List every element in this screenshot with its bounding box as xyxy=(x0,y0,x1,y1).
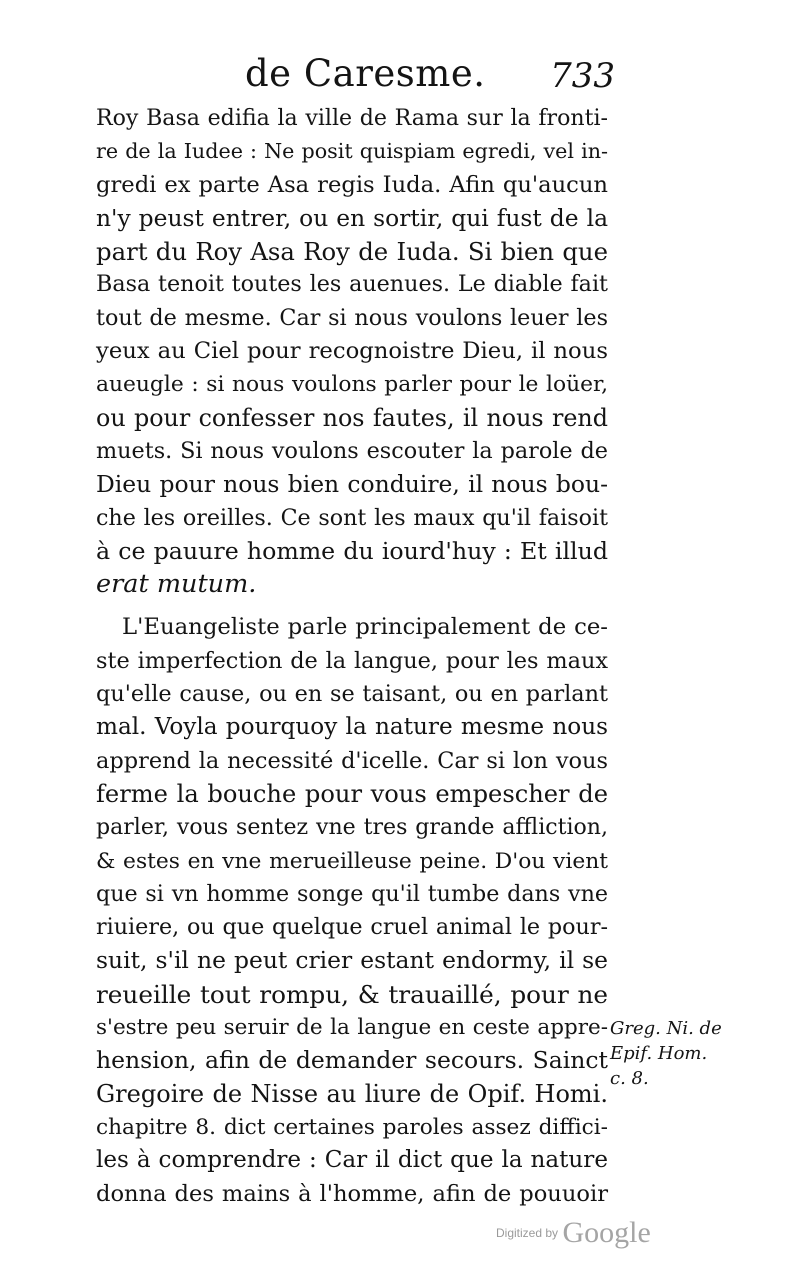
text-line: les à comprendre : Car il dict que la nature xyxy=(96,1147,608,1174)
text-line: & estes en vne merueilleuse peine. D'ou vient xyxy=(96,848,608,874)
text-line: tout de mesme. Car si nous voulons leuer les xyxy=(96,304,608,331)
paragraph-gap xyxy=(96,601,608,611)
text-line: hension, afin de demander secours. Sainct xyxy=(96,1046,608,1075)
margin-note-line: Greg. Ni. de xyxy=(610,1018,722,1039)
text-line: che les oreilles. Ce sont les maux qu'il faisoit xyxy=(96,504,608,531)
google-logo: Google xyxy=(562,1216,651,1249)
text-line: apprend la necessité d'icelle. Car si lon vous xyxy=(96,747,608,774)
text-line: ou pour confesser nos fautes, il nous rend xyxy=(96,403,608,432)
text-line: part du Roy Asa Roy de Iuda. Si bien que xyxy=(96,237,608,267)
page-number: 733 xyxy=(550,56,615,96)
text-line: aueugle : si nous voulons parler pour le loüer, xyxy=(96,372,608,398)
text-line: muets. Si nous voulons escouter la parole de xyxy=(96,437,608,464)
text-line: Basa tenoit toutes les auenues. Le diable fait xyxy=(96,271,608,298)
text-line: riuiere, ou que quelque cruel animal le pour- xyxy=(96,914,608,941)
running-title: de Caresme. xyxy=(245,52,486,95)
text-line: gredi ex parte Asa regis Iuda. Afin qu'aucun xyxy=(96,171,608,198)
text-line: re de la Iudee : Ne posit quispiam egredi, vel in- xyxy=(96,139,608,164)
text-line: s'estre peu seruir de la langue en ceste appre- xyxy=(96,1015,608,1041)
text-line: n'y peust entrer, ou en sortir, qui fust de la xyxy=(96,203,608,232)
margin-note-line: Epif. Hom. xyxy=(610,1043,708,1064)
text-line: L'Euangeliste parle principalement de ce- xyxy=(122,614,608,641)
margin-note-line: c. 8. xyxy=(610,1068,649,1089)
text-line: ste imperfection de la langue, pour les maux xyxy=(96,647,608,674)
text-line: chapitre 8. dict certaines paroles assez diffici- xyxy=(96,1114,608,1140)
text-line: mal. Voyla pourquoy la nature mesme nous xyxy=(96,714,608,741)
margin-note xyxy=(610,1016,760,1091)
text-line: reueille tout rompu, & trauaillé, pour ne xyxy=(96,979,608,1009)
page-header xyxy=(95,52,615,102)
text-line: Dieu pour nous bien conduire, il nous bou- xyxy=(96,470,608,499)
text-line: donna des mains à l'homme, afin de pouuoir xyxy=(96,1180,608,1207)
digitization-watermark xyxy=(496,1216,651,1250)
text-line: à ce pauure homme du iourd'huy : Et illud xyxy=(96,536,608,565)
text-line: Roy Basa edifia la ville de Rama sur la fronti- xyxy=(96,105,608,131)
text-line: qu'elle cause, ou en se taisant, ou en parlant xyxy=(96,681,608,708)
text-line: yeux au Ciel pour recognoistre Dieu, il nous xyxy=(96,338,608,365)
text-line: suit, s'il ne peut crier estant endormy, il se xyxy=(96,946,608,975)
text-line: parler, vous sentez vne tres grande affliction, xyxy=(96,815,608,841)
body-text xyxy=(96,102,608,1211)
text-line: ferme la bouche pour vous empescher de xyxy=(96,779,608,808)
watermark-prefix: Digitized by xyxy=(496,1226,559,1240)
text-line: erat mutum. xyxy=(96,569,257,600)
text-line: que si vn homme songe qu'il tumbe dans vne xyxy=(96,880,608,907)
text-line: Gregoire de Nisse au liure de Opif. Homi. xyxy=(96,1079,608,1108)
